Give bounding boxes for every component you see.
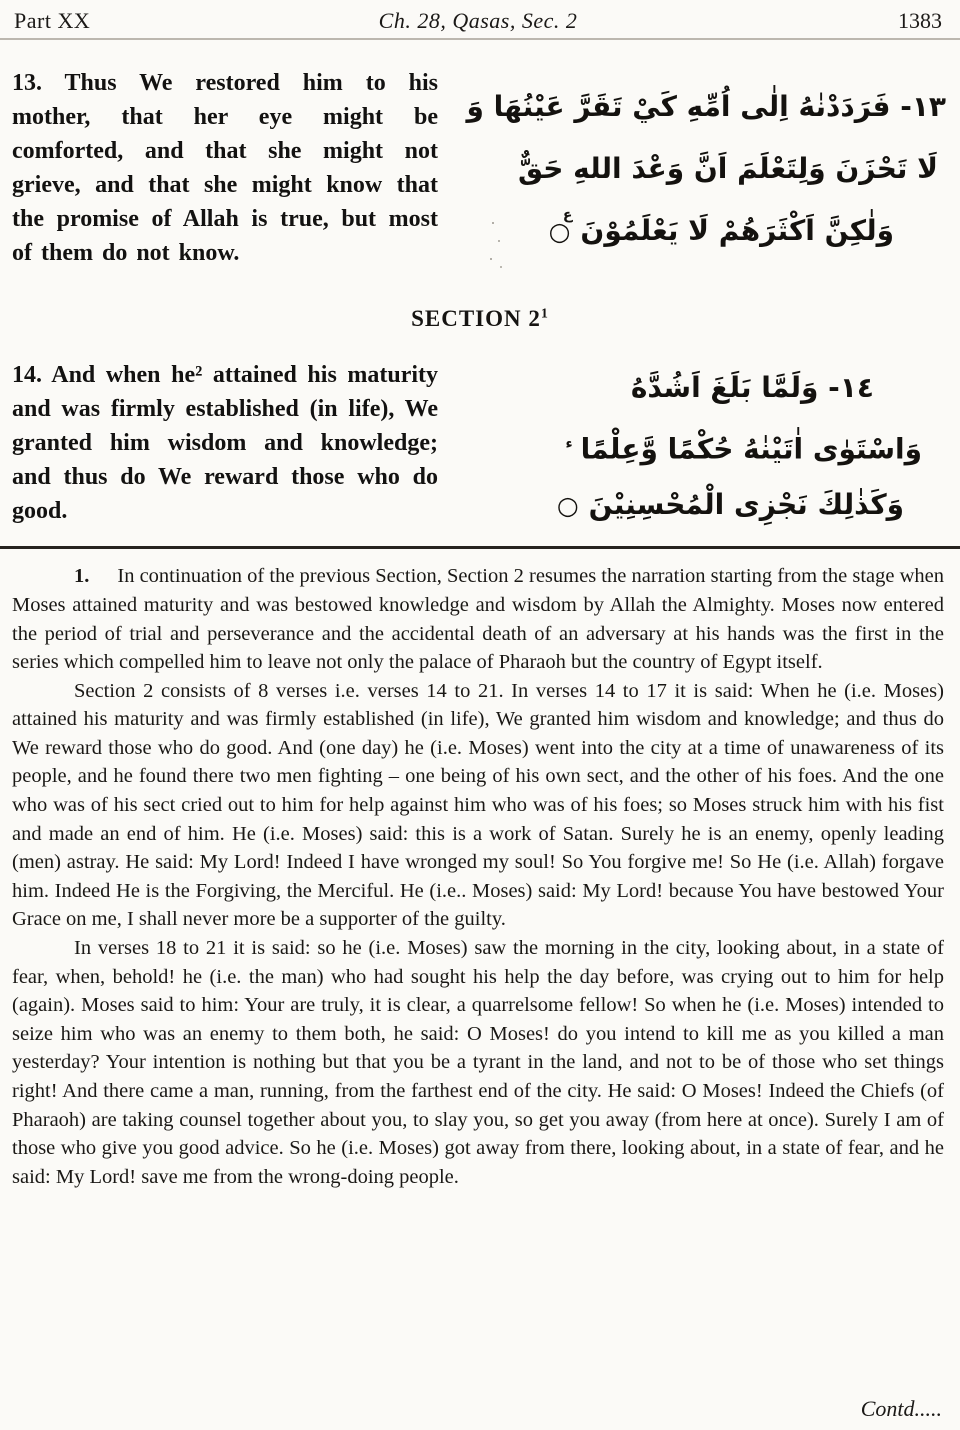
section-title: SECTION 2 — [411, 306, 541, 331]
arabic-line — [438, 360, 874, 416]
footnote-text: In continuation of the previous Section, Section 2 resumes the narration starting from the stage when Moses attained maturity and was bestowed knowledge and wisdom by Allah the Almighty. Moses now entered the period of trial and perseverance and the accidental death of an adversary at his hands was the first in the series which compelled him to leave not only the palace of Pharaoh but the country of Egypt itself. — [12, 565, 945, 674]
arabic-line — [438, 200, 894, 263]
chapter-title: Ch. 28, Qasas, Sec. 2 — [378, 8, 578, 33]
ayah-end-marker — [557, 477, 579, 534]
arabic-text: لَا تَحْزَنَ وَلِتَعْلَمَ اَنَّ وَعْدَ اللهِ حَقٌّ — [517, 152, 938, 185]
stop-mark: ء — [565, 436, 573, 452]
arabic-text: ١٤- وَلَمَّا بَلَغَ اَشُدَّهُ — [630, 371, 874, 404]
header-rule — [0, 38, 960, 40]
footnotes — [12, 562, 944, 1191]
ain-mark: ع — [562, 207, 573, 223]
page-number: 1383 — [898, 8, 942, 33]
arabic-line — [438, 76, 946, 138]
part-label: Part XX — [14, 8, 91, 33]
section-footnote-ref: 1 — [540, 306, 549, 322]
ayah-circle-icon: ○ — [548, 217, 571, 246]
page-header — [0, 0, 960, 34]
arabic-line — [438, 138, 938, 200]
arabic-line — [438, 416, 922, 477]
verse-14-english: 14. And when he² attained his maturity and was firmly established (in life), We granted him wisdom and knowledge; and thus do We reward those who do good. — [12, 362, 438, 524]
arabic-text: وَاسْتَوٰى اٰتَيْنٰهُ حُكْمًا وَّعِلْمًا — [580, 432, 922, 466]
verse-13-row — [12, 66, 946, 270]
ayah-end-marker — [549, 200, 571, 263]
footnote-paragraph: In verses 18 to 21 it is said: so he (i.e. Moses) saw the morning in the city, looking about, in a state of fear, when, behold! he (i.e. the man) who had sought his help the day before, was crying out to him for help (again). Moses said to him: Your are truly, it is clear, a quarrelsome fellow! So when he (i.e. Moses) intended to seize him who was an enemy to them both, he said: O Moses! do you intend to kill me as you killed a man yesterday? Your intention is nothing but that you be a tyrant in the land, and not to be of those who set things right! And there came a man, running, from the farthest end of the city. He said: O Moses! Indeed the Chiefs (of Pharaoh) are taking counsel together about you, to slay you, so get you away (from here at once). Surely I am of those who give you good advice. So he (i.e. Moses) got away from there, looking about, in a state of fear, and he said: My Lord! save me from the wrong-doing people. — [12, 937, 944, 1188]
footnote-number: 1. — [74, 565, 90, 588]
arabic-text: ١٣- فَرَدَدْنٰهُ اِلٰى اُمِّهِ كَيْ تَقَرَّ عَيْنُهَا وَ — [466, 90, 946, 123]
verse-13-english: 13. Thus We restored him to his mother, that her eye might be comforted, and that she might not grieve, and that she might know that the promise of Allah is true, but most of them do not know. — [12, 70, 438, 266]
footnote-paragraph — [12, 562, 944, 676]
print-specks — [492, 222, 494, 224]
section-heading — [0, 306, 960, 332]
verse-14-arabic — [438, 358, 946, 534]
footnote-separator — [0, 546, 960, 549]
verse-14-row — [12, 358, 946, 534]
arabic-text: وَكَذٰلِكَ نَجْزِى الْمُحْسِنِيْنَ — [588, 488, 904, 522]
arabic-text: وَلٰكِنَّ اَكْثَرَهُمْ لَا يَعْلَمُوْنَ — [580, 214, 894, 247]
ayah-circle-icon: ○ — [556, 491, 579, 521]
arabic-line — [438, 477, 904, 534]
footnote-paragraph: Section 2 consists of 8 verses i.e. verses 14 to 21. In verses 14 to 17 it is said: When he (i.e. Moses) attained his maturity and was firmly established (in life), We granted him wisdom and knowledge; and thus do We reward those who do good. And (one day) he (i.e. Moses) went into the city at a time of unawareness of its people, and he found there two men fighting – one being of his own sect, and the other of his foes. And the one who was of his sect cried out to him for help against him who was of his foes; so Moses struck him with his fist and made an end of him. He (i.e. Moses) said: this is a work of Satan. Surely he is an enemy, openly leading (men) astray. He said: My Lord! Indeed I have wronged my soul! So You forgive me! So He (i.e. Allah) forgave him. Indeed He is the Forgiving, the Merciful. He (i.e.. Moses) said: My Lord! because You have bestowed Your Grace on me, I shall never more be a supporter of the guilty. — [12, 679, 944, 931]
verse-13-arabic — [438, 66, 946, 270]
contd-label: Contd..... — [860, 1396, 942, 1421]
